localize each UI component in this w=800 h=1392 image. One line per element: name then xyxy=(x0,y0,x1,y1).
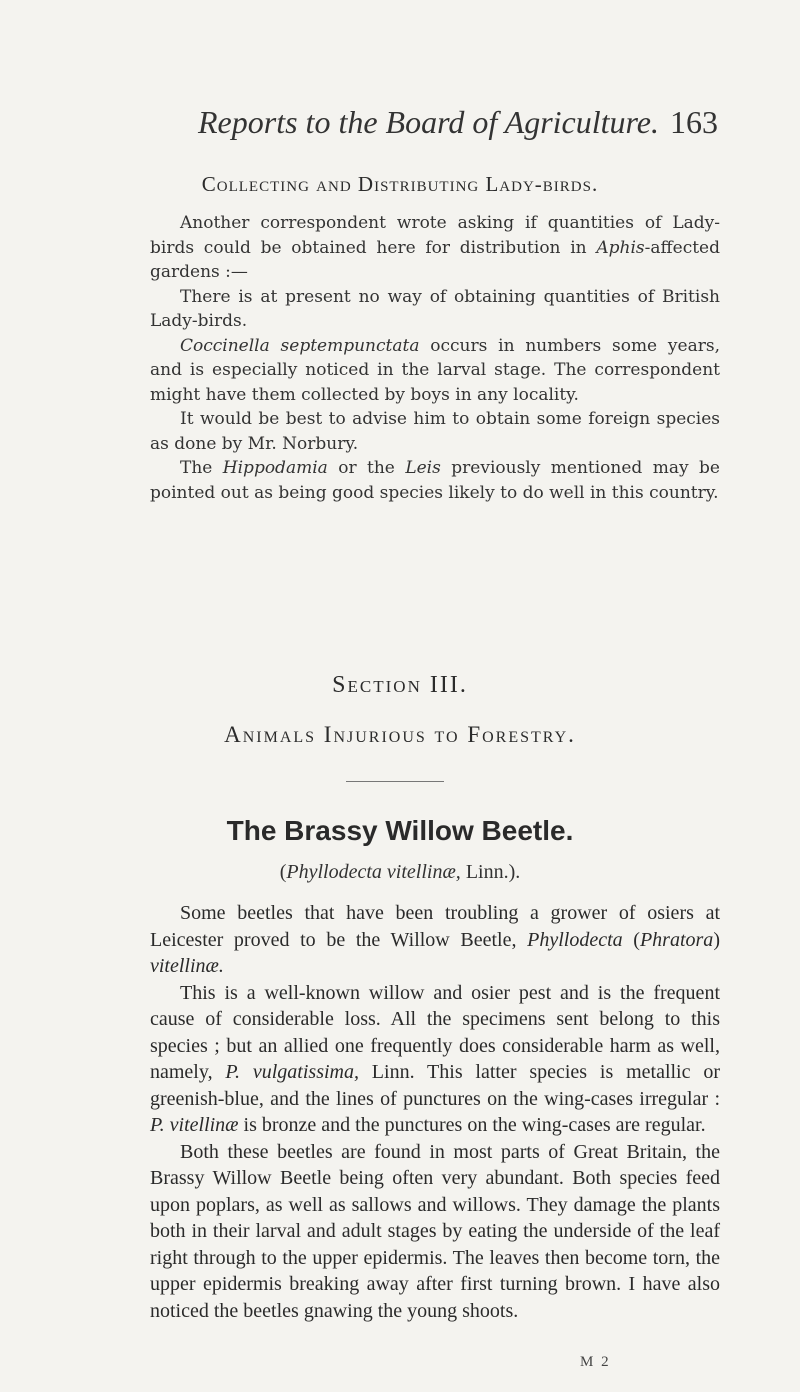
article-title: The Brassy Willow Beetle. xyxy=(226,815,574,846)
beetle-text xyxy=(150,900,720,1324)
signature-mark: M 2 xyxy=(580,1354,611,1370)
section-number-heading: Section III. xyxy=(332,672,468,698)
running-title: Reports to the Board of Agriculture. xyxy=(198,104,659,140)
page-number: 163 xyxy=(670,104,718,140)
paragraph-coccinella: Coccinella septempunctata occurs in numbers some years, and is especially noticed in the larval stage. The correspondent might have them collected by boys in any locality. xyxy=(150,335,720,405)
paragraph-distribution: Both these beetles are found in most parts of Great Britain, the Brassy Willow Beetle being often very abundant. Both species feed upon poplars, as well as sallows and willows. They damage the plants both in their larval and adult stages by eating the underside of the leaf right through to the upper epidermis. The leaves then become torn, the upper epidermis breaking away after first turning brown. I have also noticed the beetles gnawing the young shoots. xyxy=(150,1140,720,1322)
paragraph-pest: This is a well-known willow and osier pest and is the frequent cause of considerable loss. All the specimens sent belong to this species ; but an allied one frequently does considerable harm as well, namely, P. vulgatissima, Linn. This latter species is metallic or greenish-blue, and the lines of punctures on the wing-cases irregular : P. vitellinæ is bronze and the punctures on the wing-cases are regular. xyxy=(150,981,720,1136)
ladybirds-text xyxy=(150,211,720,505)
paragraph-request: Another correspondent wrote asking if quantities of Lady-birds could be obtained here for distribution in Aphis-affected gardens :— xyxy=(150,213,720,282)
divider-rule xyxy=(346,781,444,782)
page-header xyxy=(198,104,718,144)
paragraph-answer: There is at present no way of obtaining quantities of British Lady-birds. xyxy=(150,286,720,331)
paragraph-hippodamia: The Hippodamia or the Leis previously mentioned may be pointed out as being good species likely to do well in this country. xyxy=(150,458,720,503)
article-subtitle: (Phyllodecta vitellinæ, Linn.). xyxy=(279,861,521,883)
paragraph-leicester: Some beetles that have been troubling a grower of osiers at Leicester proved to be the Willow Beetle, Phyllodecta (Phratora) vitellinæ. xyxy=(150,902,720,977)
section-subheading: Animals Injurious to Forestry. xyxy=(224,722,576,747)
section-heading-ladybirds: Collecting and Distributing Lady-birds. xyxy=(201,172,599,196)
paragraph-advice: It would be best to advise him to obtain some foreign species as done by Mr. Norbury. xyxy=(150,409,720,454)
